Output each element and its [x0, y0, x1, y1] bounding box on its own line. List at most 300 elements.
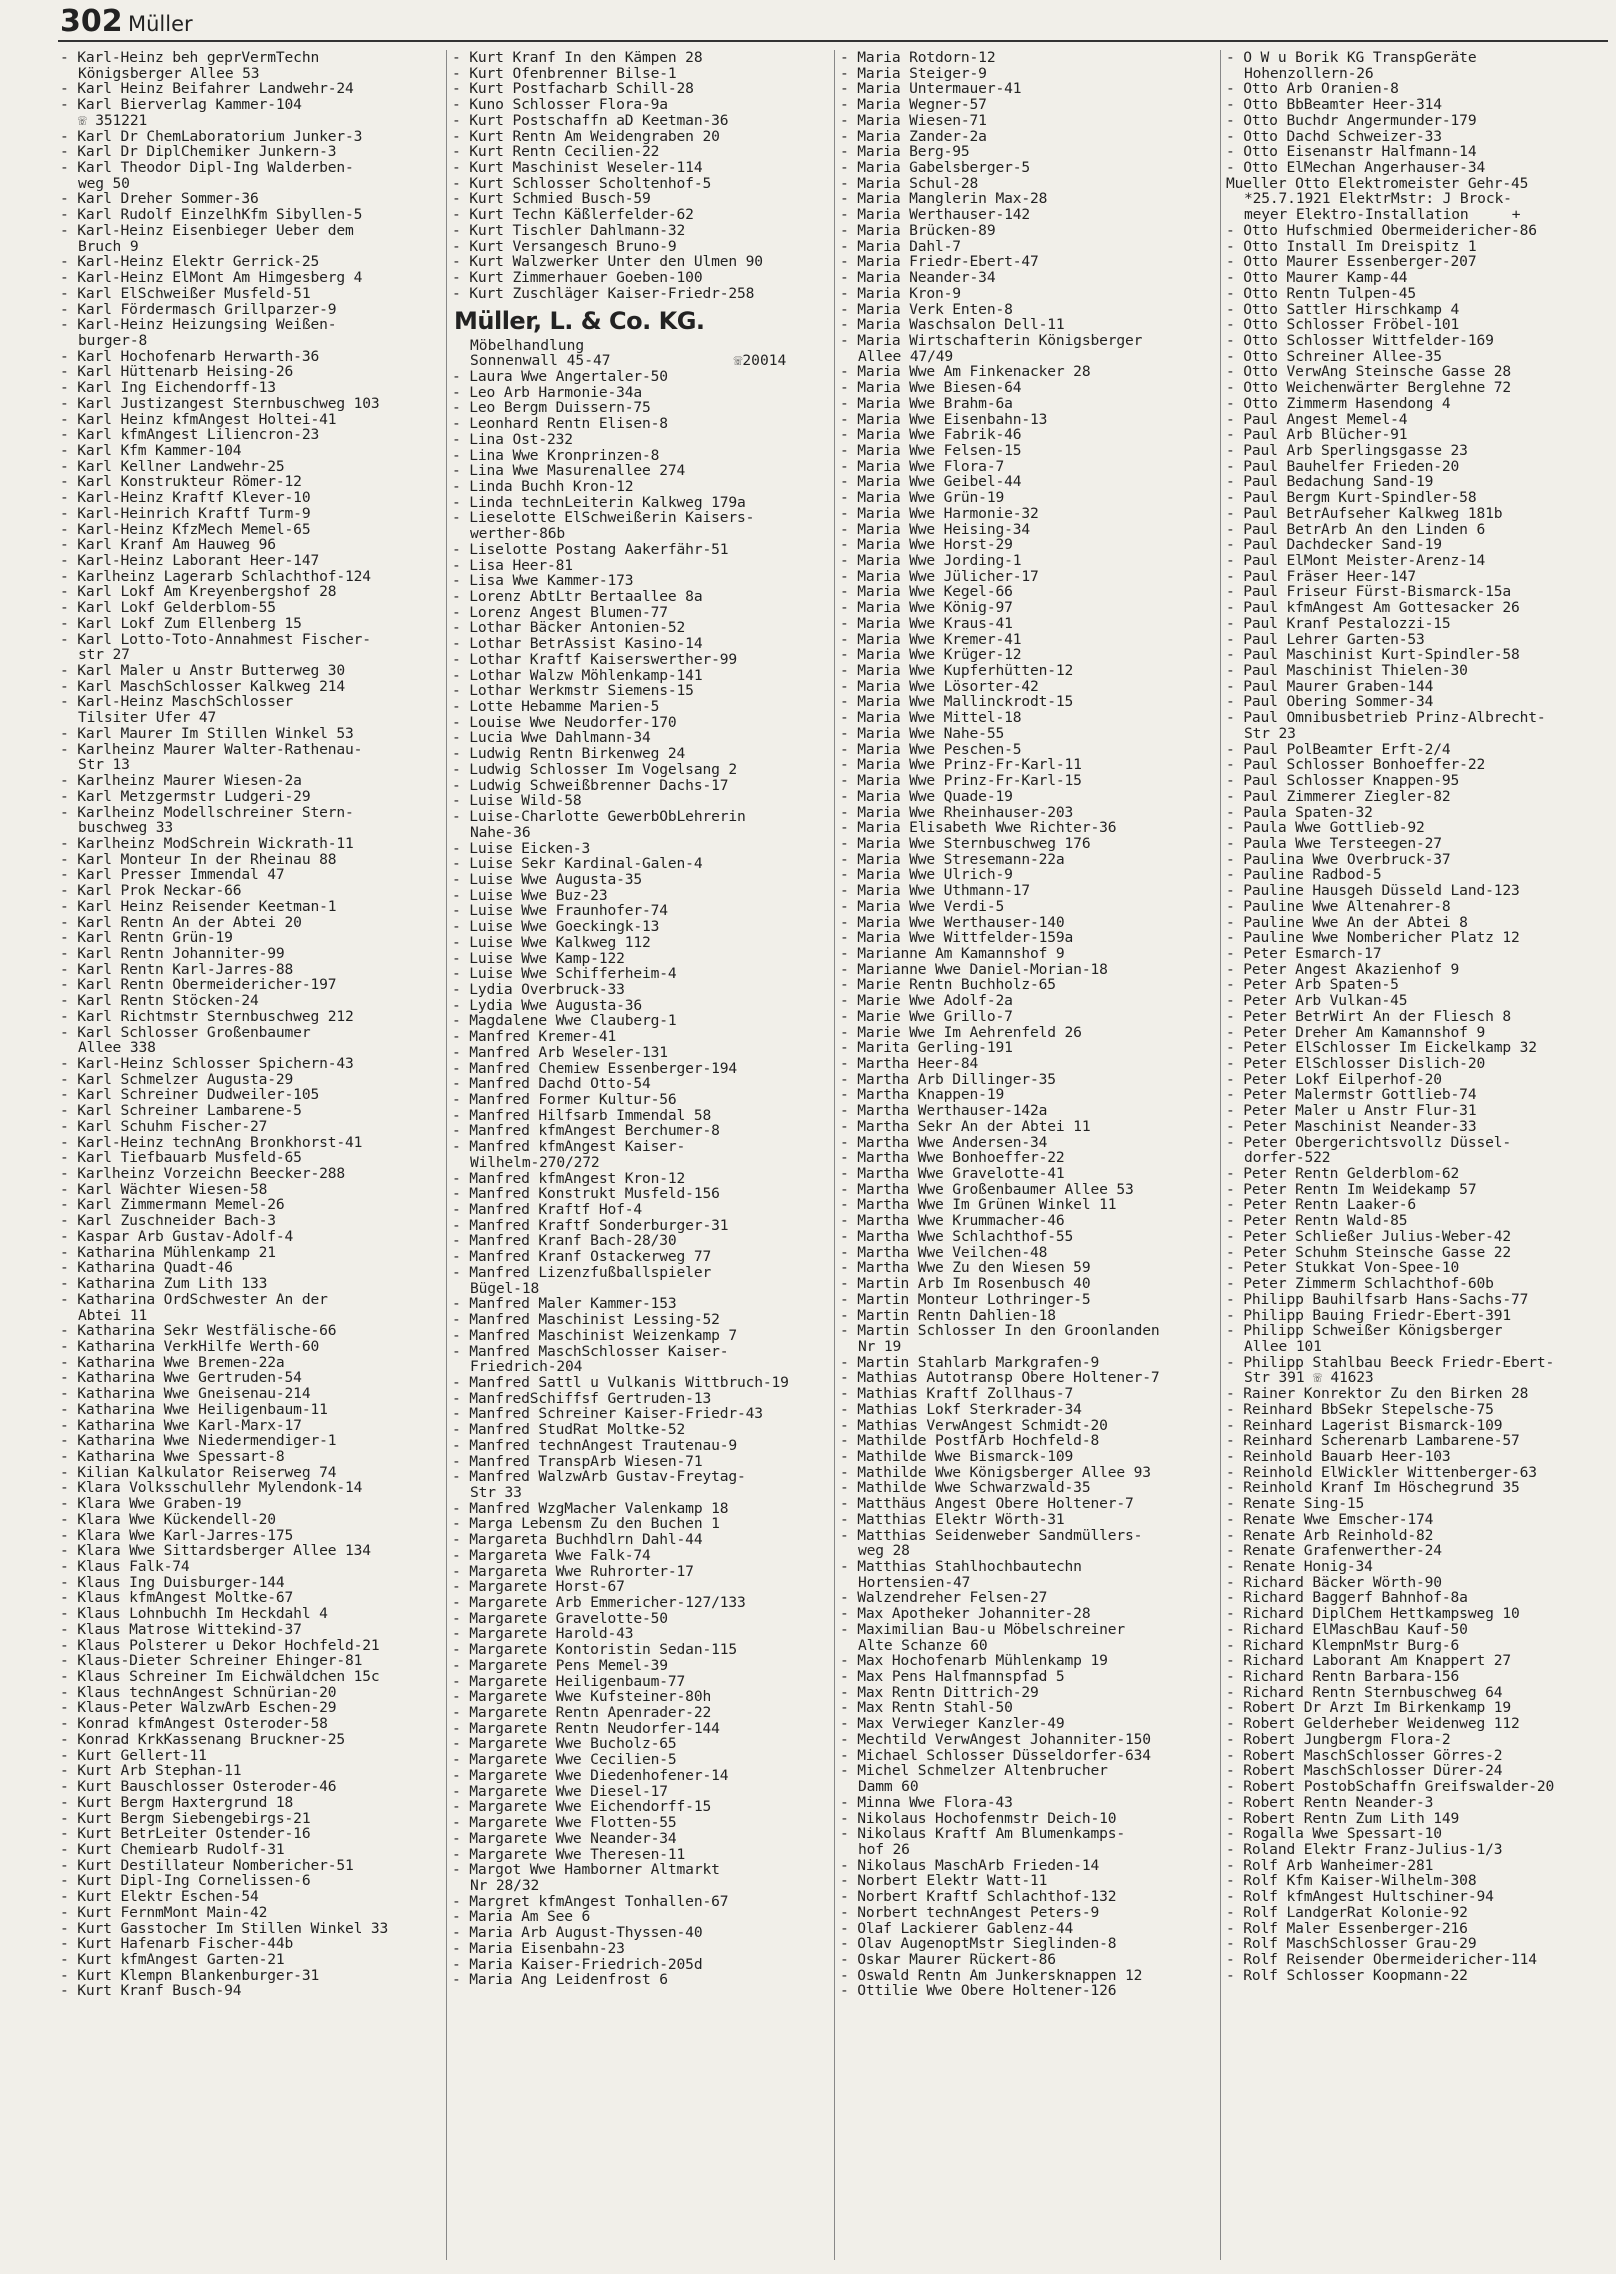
directory-entry: - Martha Arb Dillinger-35	[840, 1070, 1056, 1088]
directory-entry: - Maria Wwe Sternbuschweg 176	[840, 834, 1091, 852]
directory-entry: - Karl Rentn An der Abtei 20	[60, 913, 302, 931]
directory-entry: - Maria Am See 6	[452, 1908, 591, 1926]
directory-entry: - Paul BetrArb An den Linden 6	[1226, 520, 1486, 538]
directory-entry: - Maria Arb August-Thyssen-40	[452, 1924, 703, 1942]
directory-entry: - Robert Rentn Neander-3	[1226, 1793, 1434, 1811]
directory-entry: - Margarete Pens Memel-39	[452, 1656, 668, 1674]
entry-continuation: weg 28	[858, 1542, 910, 1560]
entry-continuation: ☏ 351221	[78, 111, 148, 129]
entry-continuation: Hortensien-47	[858, 1573, 971, 1591]
directory-entry: - Karl Rentn Obermeidericher-197	[60, 976, 337, 994]
directory-entry: - Paul Bedachung Sand-19	[1226, 473, 1434, 491]
entry-continuation: str 27	[78, 646, 130, 664]
directory-entry: - Paula Wwe Gottlieb-92	[1226, 819, 1425, 837]
entry-continuation: burger-8	[78, 331, 148, 349]
directory-entry: - Ludwig Schweißbrenner Dachs-17	[452, 776, 729, 794]
directory-entry: - Mathias VerwAngest Schmidt-20	[840, 1416, 1108, 1434]
directory-entry: - Maria Wwe Jording-1	[840, 552, 1022, 569]
directory-entry: - Karl Tiefbauarb Musfeld-65	[60, 1149, 302, 1167]
directory-entry: - Kilian Kalkulator Reiserweg 74	[60, 1463, 337, 1481]
directory-entry: - Karl Lokf Gelderblom-55	[60, 599, 276, 617]
directory-entry: - Karl Dr DiplChemiker Junkern-3	[60, 143, 337, 161]
directory-entry: - Martha Wwe Veilchen-48	[840, 1243, 1048, 1261]
directory-entry: - Margarete Wwe Eichendorff-15	[452, 1798, 712, 1816]
directory-entry: - Kurt FernmMont Main-42	[60, 1903, 268, 1921]
directory-entry: - Margarete Wwe Theresen-11	[452, 1845, 686, 1863]
directory-entry: - Margarete Gravelotte-50	[452, 1609, 668, 1627]
directory-entry: - Matthias Stahlhochbautechn	[840, 1558, 1082, 1575]
directory-entry: - Rolf LandgerRat Kolonie-92	[1226, 1903, 1468, 1921]
directory-entry: - Maria Wwe Mallinckrodt-15	[840, 693, 1074, 711]
directory-entry: - Margret kfmAngest Tonhallen-67	[452, 1892, 729, 1910]
directory-entry: - Lothar Walzw Möhlenkamp-141	[452, 666, 703, 684]
directory-entry: - Rolf Kfm Kaiser-Wilhelm-308	[1226, 1872, 1477, 1890]
directory-entry: - Matthias Seidenweber Sandmüllers-	[840, 1526, 1143, 1544]
directory-entry: - Karl-Heinz technAng Bronkhorst-41	[60, 1133, 363, 1151]
directory-entry: - Robert Jungbergm Flora-2	[1226, 1730, 1451, 1748]
entry-continuation: Abtei 11	[78, 1306, 148, 1324]
directory-entry: - Maria Wwe Verdi-5	[840, 897, 1005, 915]
company-line-2: Sonnenwall 45-47 ☏20014	[470, 352, 787, 370]
directory-entry: - Oskar Maurer Rückert-86	[840, 1950, 1056, 1968]
directory-entry: - Olaf Lackierer Gablenz-44	[840, 1919, 1074, 1937]
directory-entry: - Maria Wwe Flora-7	[840, 457, 1005, 475]
directory-entry: - Maria Wwe Krüger-12	[840, 646, 1022, 664]
directory-entry: - Kurt Walzwerker Unter den Ulmen 90	[452, 253, 763, 271]
directory-entry: - Paul Arb Blücher-91	[1226, 426, 1408, 444]
directory-entry: - Kurt Tischler Dahlmann-32	[452, 221, 686, 239]
directory-entry: - Marita Gerling-191	[840, 1039, 1013, 1057]
directory-entry: - Maria Gabelsberger-5	[840, 159, 1030, 177]
directory-entry: - Margarete Wwe Neander-34	[452, 1829, 677, 1847]
directory-entry: - Karl Zimmermann Memel-26	[60, 1196, 285, 1214]
directory-entry: - Margarete Horst-67	[452, 1578, 625, 1596]
directory-entry: - Reinhold Kranf Im Höschegrund 35	[1226, 1479, 1520, 1497]
directory-entry: - Margarete Wwe Flotten-55	[452, 1814, 677, 1832]
directory-entry: - Manfred StudRat Moltke-52	[452, 1421, 686, 1439]
entry-continuation: Str 33	[470, 1483, 522, 1501]
directory-entry: - Leo Arb Harmonie-34a	[452, 383, 642, 401]
directory-entry: - Paula Wwe Tersteegen-27	[1226, 834, 1442, 852]
directory-entry: - Max Rentn Stahl-50	[840, 1699, 1013, 1717]
directory-entry: - Rolf kfmAngest Hultschiner-94	[1226, 1888, 1494, 1906]
directory-entry: - Matthäus Angest Obere Holtener-7	[840, 1495, 1134, 1513]
directory-entry: - Karl Presser Immendal 47	[60, 866, 285, 884]
directory-entry: - Karl Monteur In der Rheinau 88	[60, 850, 337, 868]
directory-entry: - Robert Dr Arzt Im Birkenkamp 19	[1226, 1699, 1511, 1717]
entry-continuation: werther-86b	[470, 525, 565, 543]
directory-entry: - Philipp Stahlbau Beeck Friedr-Ebert-	[1226, 1353, 1555, 1371]
directory-entry: - Kurt Gasstocher Im Stillen Winkel 33	[60, 1919, 389, 1937]
directory-entry: - Marie Wwe Im Aehrenfeld 26	[840, 1023, 1082, 1041]
entry-continuation: Str 13	[78, 756, 130, 774]
directory-entry: - Maria Wwe Felsen-15	[840, 441, 1022, 459]
directory-entry: - Peter Rentn Im Weidekamp 57	[1226, 1180, 1477, 1198]
directory-entry: - Katharina Wwe Karl-Marx-17	[60, 1416, 302, 1434]
entry-continuation: Allee 47/49	[858, 347, 953, 365]
directory-entry: - Maria Wegner-57	[840, 96, 987, 114]
directory-entry: - Maria Wwe Jülicher-17	[840, 567, 1039, 585]
directory-entry: - Maria Wwe Rheinhauser-203	[840, 803, 1074, 821]
directory-entry: - Karl Schreiner Lambarene-5	[60, 1102, 302, 1120]
directory-entry: - Manfred Kraftf Sonderburger-31	[452, 1216, 729, 1234]
directory-entry: - Manfred Dachd Otto-54	[452, 1075, 651, 1093]
directory-entry: - Mathilde Wwe Königsberger Allee 93	[840, 1463, 1151, 1481]
directory-entry: - Karl ElSchweißer Musfeld-51	[60, 284, 311, 302]
entry-continuation: Str 391 ☏ 41623	[1244, 1369, 1374, 1387]
directory-entry: - Martin Monteur Lothringer-5	[840, 1290, 1091, 1308]
directory-entry: - Karl Hüttenarb Heising-26	[60, 363, 294, 381]
directory-entry: - Konrad KrkKassenang Bruckner-25	[60, 1730, 345, 1748]
directory-entry: - Luise Wwe Augusta-35	[452, 870, 642, 888]
directory-entry: - Lina Ost-232	[452, 430, 573, 448]
directory-entry: - Maria Wwe Nahe-55	[840, 724, 1005, 742]
directory-entry: - Margarete Heiligenbaum-77	[452, 1672, 686, 1690]
directory-entry: - Pauline Wwe Altenahrer-8	[1226, 897, 1451, 915]
directory-entry: - Karl Zuschneider Bach-3	[60, 1212, 276, 1230]
directory-entry: - Peter Rentn Laaker-6	[1226, 1196, 1416, 1214]
directory-entry: - Lieselotte ElSchweißerin Kaisers-	[452, 509, 755, 527]
directory-entry: - Maria Waschsalon Dell-11	[840, 316, 1065, 334]
directory-entry: - Klaus Schreiner Im Eichwäldchen 15c	[60, 1668, 380, 1686]
directory-entry: - Margarete Arb Emmericher-127/133	[452, 1594, 746, 1611]
directory-entry: - Peter Rentn Gelderblom-62	[1226, 1165, 1460, 1183]
directory-entry: - Martin Stahlarb Markgrafen-9	[840, 1353, 1100, 1371]
entry-continuation: Str 23	[1244, 724, 1296, 742]
directory-entry: - Karl Heinz kfmAngest Holtei-41	[60, 410, 337, 428]
directory-entry: - Mathias Lokf Sterkrader-34	[840, 1400, 1082, 1418]
directory-entry: - Maria Ang Leidenfrost 6	[452, 1971, 668, 1989]
directory-entry: - Katharina Zum Lith 133	[60, 1275, 268, 1293]
entry-continuation: Nr 28/32	[470, 1876, 540, 1894]
directory-entry: - Renate Sing-15	[1226, 1495, 1365, 1513]
directory-entry: - Katharina Wwe Bremen-22a	[60, 1353, 285, 1371]
directory-entry: - Klaus Matrose Wittekind-37	[60, 1620, 302, 1638]
directory-entry: - Manfred Maler Kammer-153	[452, 1295, 677, 1313]
directory-entry: - Karl kfmAngest Liliencron-23	[60, 426, 320, 444]
directory-entry: - Paul ElMont Meister-Arenz-14	[1226, 552, 1486, 569]
directory-entry: - Walzendreher Felsen-27	[840, 1589, 1048, 1607]
directory-entry: - Maria Manglerin Max-28	[840, 190, 1048, 208]
directory-entry: - Karl Schuhm Fischer-27	[60, 1117, 268, 1135]
directory-entry: - Maria Wwe Am Finkenacker 28	[840, 363, 1091, 381]
directory-entry: - Norbert technAngest Peters-9	[840, 1903, 1100, 1921]
directory-entry: - Oswald Rentn Am Junkersknappen 12	[840, 1966, 1143, 1984]
directory-entry: - Martha Wwe Gravelotte-41	[840, 1165, 1065, 1183]
directory-entry: - Klaus Ing Duisburger-144	[60, 1573, 285, 1591]
directory-entry: - Kurt Destillateur Nombericher-51	[60, 1856, 354, 1874]
directory-entry: - Karl-Heinz MaschSchlosser	[60, 693, 294, 711]
directory-entry: - Karl-Heinz Heizungsing Weißen-	[60, 316, 337, 334]
entry-continuation: Allee 101	[1244, 1337, 1322, 1355]
directory-entry: - Rolf Schlosser Koopmann-22	[1226, 1966, 1468, 1984]
directory-entry: - Robert PostobSchaffn Greifswalder-20	[1226, 1778, 1555, 1796]
directory-entry: - Margarete Rentn Neudorfer-144	[452, 1719, 720, 1737]
directory-entry: - Robert MaschSchlosser Dürer-24	[1226, 1762, 1503, 1780]
directory-entry: - Margarete Wwe Kufsteiner-80h	[452, 1688, 712, 1706]
directory-entry: - Max Hochofenarb Mühlenkamp 19	[840, 1652, 1108, 1670]
directory-entry: - Richard Bäcker Wörth-90	[1226, 1573, 1442, 1591]
directory-entry: - ManfredSchiffsf Gertruden-13	[452, 1389, 712, 1407]
directory-entry: - Martha Werthauser-142a	[840, 1102, 1048, 1120]
directory-entry: - Peter Rentn Wald-85	[1226, 1212, 1408, 1230]
directory-entry: - Kurt Kranf In den Kämpen 28	[452, 50, 703, 66]
directory-entry: - Lisa Heer-81	[452, 556, 573, 574]
directory-entry: - Lothar Bäcker Antonien-52	[452, 619, 686, 637]
directory-entry: - Maria Kron-9	[840, 284, 961, 302]
directory-entry: - Luise Eicken-3	[452, 839, 591, 857]
directory-entry: - Klaus-Dieter Schreiner Ehinger-81	[60, 1652, 363, 1670]
directory-entry: - Richard Rentn Barbara-156	[1226, 1668, 1460, 1686]
directory-entry: - Peter Malermstr Gottlieb-74	[1226, 1086, 1477, 1104]
company-line-1: Möbelhandlung	[470, 336, 585, 354]
entry-continuation: Bügel-18	[470, 1279, 540, 1297]
directory-entry: - Maria Verk Enten-8	[840, 300, 1013, 318]
directory-entry: - Karl-Heinz beh geprVermTechn	[60, 50, 320, 66]
directory-entry: - Marianne Wwe Daniel-Morian-18	[840, 960, 1108, 978]
directory-entry: - Maria Wwe Fabrik-46	[840, 426, 1022, 444]
directory-entry: - Pauline Hausgeh Düsseld Land-123	[1226, 882, 1520, 900]
directory-entry: - Manfred Maschinist Weizenkamp 7	[452, 1326, 737, 1344]
directory-entry: - Kurt Hafenarb Fischer-44b	[60, 1935, 294, 1953]
directory-entry: - Karl Justizangest Sternbuschweg 103	[60, 394, 380, 412]
directory-entry: - Peter Arb Spaten-5	[1226, 976, 1399, 994]
directory-entry: - Otto Hufschmied Obermeidericher-86	[1226, 221, 1537, 239]
directory-entry: - Martha Wwe Großenbaumer Allee 53	[840, 1180, 1134, 1198]
directory-entry: - Rolf Maler Essenberger-216	[1226, 1919, 1468, 1937]
directory-entry: - Maria Steiger-9	[840, 64, 987, 82]
directory-entry: - Reinhard Lagerist Bismarck-109	[1226, 1416, 1503, 1434]
directory-entry: - Maria Wwe Grün-19	[840, 489, 1005, 507]
directory-entry: - Katharina Sekr Westfälische-66	[60, 1322, 337, 1340]
directory-entry: - Marga Lebensm Zu den Buchen 1	[452, 1515, 720, 1533]
entry-continuation: Friedrich-204	[470, 1358, 583, 1376]
directory-entry: - Liselotte Postang Aakerfähr-51	[452, 540, 729, 558]
directory-entry: - Margarete Wwe Diesel-17	[452, 1782, 668, 1800]
directory-entry: - Karl Dreher Sommer-36	[60, 190, 259, 208]
directory-entry: - Luise-Charlotte GewerbObLehrerin	[452, 808, 746, 826]
directory-entry: - Richard Rentn Sternbuschweg 64	[1226, 1683, 1503, 1701]
directory-entry: - Margarete Harold-43	[452, 1625, 634, 1643]
directory-entry: - Manfred Kraftf Hof-4	[452, 1201, 642, 1219]
directory-entry: - Lothar Kraftf Kaiserswerther-99	[452, 650, 737, 668]
directory-entry: - Manfred Sattl u Vulkanis Wittbruch-19	[452, 1373, 789, 1391]
directory-entry: - Richard ElMaschBau Kauf-50	[1226, 1620, 1468, 1638]
directory-entry: - Otto VerwAng Steinsche Gasse 28	[1226, 363, 1511, 381]
entry-continuation: Hohenzollern-26	[1244, 64, 1374, 82]
directory-entry: - Margarete Wwe Diedenhofener-14	[452, 1766, 729, 1784]
directory-entry: - Karl Heinz Beifahrer Landwehr-24	[60, 80, 354, 98]
directory-entry: - Peter ElSchlosser Im Eickelkamp 32	[1226, 1039, 1537, 1057]
directory-entry: Mueller Otto Elektromeister Gehr-45	[1226, 174, 1529, 192]
directory-entry: - Karl Schmelzer Augusta-29	[60, 1070, 294, 1088]
directory-entry: - Renate Honig-34	[1226, 1558, 1373, 1575]
directory-entry: - Kurt Maschinist Weseler-114	[452, 159, 703, 177]
directory-entry: - Karl-Heinz Kraftf Klever-10	[60, 489, 311, 507]
directory-entry: - Karl-Heinrich Kraftf Turm-9	[60, 504, 311, 522]
page-header	[58, 6, 1608, 42]
directory-entry: - Kurt Zimmerhauer Goeben-100	[452, 269, 703, 287]
directory-entry: - Karl Dr ChemLaboratorium Junker-3	[60, 127, 363, 145]
directory-entry: - Karlheinz Vorzeichn Beecker-288	[60, 1165, 345, 1183]
directory-entry: - Manfred kfmAngest Berchumer-8	[452, 1122, 720, 1140]
directory-entry: - Manfred Former Kultur-56	[452, 1091, 677, 1108]
directory-entry: - Manfred Chemiew Essenberger-194	[452, 1059, 737, 1077]
entry-continuation: weg 50	[78, 174, 130, 192]
entry-continuation: Nr 19	[858, 1337, 902, 1355]
directory-entry: - Katharina Wwe Spessart-8	[60, 1447, 285, 1465]
directory-entry: - Kurt BetrLeiter Ostender-16	[60, 1825, 311, 1843]
directory-entry: - Katharina OrdSchwester An der	[60, 1290, 328, 1308]
directory-entry: - Renate Arb Reinhold-82	[1226, 1526, 1434, 1544]
directory-entry: - Otto ElMechan Angerhauser-34	[1226, 159, 1486, 177]
directory-entry: - Otto Schlosser Wittfelder-169	[1226, 331, 1494, 349]
directory-entry: - Maria Wwe Ulrich-9	[840, 866, 1013, 884]
directory-entry: - Paul Fräser Heer-147	[1226, 567, 1416, 585]
directory-entry: - Manfred technAngest Trautenau-9	[452, 1436, 737, 1454]
directory-entry: - Marie Wwe Adolf-2a	[840, 992, 1013, 1010]
directory-entry: - Margarete Rentn Apenrader-22	[452, 1704, 712, 1722]
column-2	[452, 50, 836, 2260]
directory-entry: - Norbert Elektr Watt-11	[840, 1872, 1048, 1890]
directory-entry: - Kurt Postfacharb Schill-28	[452, 80, 694, 98]
directory-entry: - Martha Wwe Im Grünen Winkel 11	[840, 1196, 1117, 1214]
directory-entry: - Katharina Wwe Niedermendiger-1	[60, 1432, 337, 1450]
directory-entry: - Roland Elektr Franz-Julius-1/3	[1226, 1840, 1503, 1858]
directory-entry: - Manfred Lizenzfußballspieler	[452, 1263, 712, 1281]
entry-continuation: Königsberger Allee 53	[78, 64, 260, 82]
directory-entry: - Ottilie Wwe Obere Holtener-126	[840, 1982, 1117, 2000]
entry-continuation: *25.7.1921 ElektrMstr: J Brock-	[1244, 190, 1512, 208]
directory-entry: - Otto Rentn Tulpen-45	[1226, 284, 1416, 302]
directory-entry: - Kurt Rentn Am Weidengraben 20	[452, 127, 720, 145]
directory-entry: - Margareta Buchhdlrn Dahl-44	[452, 1531, 703, 1549]
directory-entry: - Maria Elisabeth Wwe Richter-36	[840, 819, 1117, 837]
directory-entry: - Paul Lehrer Garten-53	[1226, 630, 1425, 648]
directory-entry: - Manfred WzgMacher Valenkamp 18	[452, 1499, 729, 1517]
entry-continuation: meyer Elektro-Installation +	[1244, 206, 1521, 224]
directory-entry: - Klaus Falk-74	[60, 1558, 190, 1575]
directory-entry: - Maria Wwe Geibel-44	[840, 473, 1022, 491]
directory-entry: - Katharina Wwe Heiligenbaum-11	[60, 1400, 328, 1418]
directory-entry: - Nikolaus MaschArb Frieden-14	[840, 1856, 1100, 1874]
directory-entry: - Otto Dachd Schweizer-33	[1226, 127, 1442, 145]
directory-entry: - Maria Wwe Wittfelder-159a	[840, 929, 1074, 947]
directory-entry: - Maria Wwe Brahm-6a	[840, 394, 1013, 412]
directory-entry: - Robert Gelderheber Weidenweg 112	[1226, 1715, 1520, 1733]
directory-entry: - Manfred Hilfsarb Immendal 58	[452, 1106, 712, 1124]
directory-entry: - Karl Theodor Dipl-Ing Walderben-	[60, 159, 354, 177]
directory-entry: - Maria Brücken-89	[840, 221, 996, 239]
directory-entry: - Peter Angest Akazienhof 9	[1226, 960, 1460, 978]
column-1	[60, 50, 444, 2260]
directory-entry: - Kurt Dipl-Ing Cornelissen-6	[60, 1872, 311, 1890]
entry-continuation: Alte Schanze 60	[858, 1636, 988, 1654]
directory-entry: - Otto Maurer Kamp-44	[1226, 269, 1408, 287]
directory-entry: - Karl Rentn Johanniter-99	[60, 944, 285, 962]
directory-entry: - Klaus kfmAngest Moltke-67	[60, 1589, 294, 1607]
running-head: Müller	[128, 12, 193, 36]
directory-entry: - Mathilde Wwe Schwarzwald-35	[840, 1479, 1091, 1497]
directory-entry: - Lucia Wwe Dahlmann-34	[452, 729, 651, 747]
directory-entry: - Kurt Bauschlosser Osteroder-46	[60, 1778, 337, 1796]
directory-entry: - Konrad kfmAngest Osteroder-58	[60, 1715, 328, 1733]
directory-entry: - Kurt Bergm Siebengebirgs-21	[60, 1809, 311, 1827]
directory-entry: - Kurt Bergm Haxtergrund 18	[60, 1793, 294, 1811]
directory-entry: - Karlheinz Maurer Walter-Rathenau-	[60, 740, 363, 758]
directory-entry: - Paul Maschinist Thielen-30	[1226, 662, 1468, 680]
directory-entry: - Kurt Arb Stephan-11	[60, 1762, 242, 1780]
directory-entry: - Martha Wwe Zu den Wiesen 59	[840, 1259, 1091, 1277]
directory-entry: - Margareta Wwe Ruhrorter-17	[452, 1562, 694, 1580]
directory-entry: - Karlheinz ModSchrein Wickrath-11	[60, 834, 354, 852]
directory-entry: - Otto Schreiner Allee-35	[1226, 347, 1442, 365]
directory-entry: - Katharina Wwe Gneisenau-214	[60, 1385, 311, 1403]
directory-entry: - Reinhard Scherenarb Lambarene-57	[1226, 1432, 1520, 1450]
directory-entry: - Martin Schlosser In den Groonlanden	[840, 1322, 1160, 1340]
directory-entry: - Paulina Wwe Overbruck-37	[1226, 850, 1451, 868]
directory-entry: - Marianne Am Kamannshof 9	[840, 944, 1065, 962]
directory-entry: - Lorenz Angest Blumen-77	[452, 603, 668, 621]
directory-entry: - Lotte Hebamme Marien-5	[452, 698, 660, 716]
directory-entry: - Maria Wwe Kegel-66	[840, 583, 1013, 601]
directory-entry: - Peter Schuhm Steinsche Gasse 22	[1226, 1243, 1511, 1261]
directory-entry: - Maria Wwe Lösorter-42	[840, 677, 1039, 695]
directory-entry: - Maria Schul-28	[840, 174, 979, 192]
directory-entry: - Magdalene Wwe Clauberg-1	[452, 1012, 677, 1030]
directory-entry: - Kurt Versangesch Bruno-9	[452, 237, 677, 255]
directory-entry: - Kaspar Arb Gustav-Adolf-4	[60, 1227, 294, 1245]
directory-entry: - Nikolaus Kraftf Am Blumenkamps-	[840, 1825, 1125, 1843]
directory-entry: - Mathias Autotransp Obere Holtener-7	[840, 1369, 1160, 1387]
directory-entry: - Martha Wwe Bonhoeffer-22	[840, 1149, 1065, 1167]
entry-continuation: Damm 60	[858, 1778, 919, 1796]
directory-entry: - Kurt Elektr Eschen-54	[60, 1888, 259, 1906]
directory-entry: - Manfred Kranf Ostackerweg 77	[452, 1248, 712, 1266]
directory-entry: - Karl Konstrukteur Römer-12	[60, 473, 302, 491]
directory-entry: - Klara Wwe Graben-19	[60, 1495, 242, 1513]
directory-entry: - Luise Wwe Kamp-122	[452, 949, 625, 967]
directory-entry: - Pauline Radbod-5	[1226, 866, 1382, 884]
directory-entry: - Nikolaus Hochofenmstr Deich-10	[840, 1809, 1117, 1827]
directory-entry: - Lina Wwe Kronprinzen-8	[452, 446, 660, 464]
directory-entry: - Maria Wwe Biesen-64	[840, 379, 1022, 397]
directory-entry: - Martha Wwe Krummacher-46	[840, 1212, 1065, 1230]
directory-entry: - Karl Fördermasch Grillparzer-9	[60, 300, 337, 318]
directory-entry: - Leonhard Rentn Elisen-8	[452, 415, 668, 433]
directory-entry: - Kuno Schlosser Flora-9a	[452, 96, 668, 114]
directory-entry: - Linda Buchh Kron-12	[452, 477, 634, 495]
directory-entry: - Karl Lotto-Toto-Annahmest Fischer-	[60, 630, 371, 648]
directory-entry: - Paul Maurer Graben-144	[1226, 677, 1434, 695]
directory-entry: - Otto Sattler Hirschkamp 4	[1226, 300, 1460, 318]
directory-entry: - Maria Zander-2a	[840, 127, 987, 145]
directory-entry: - Kurt Techn Käßlerfelder-62	[452, 206, 694, 224]
entry-continuation: buschweg 33	[78, 819, 173, 837]
directory-entry: - Kurt Klempn Blankenburger-31	[60, 1966, 320, 1984]
directory-entry: - Klaus technAngest Schnürian-20	[60, 1683, 337, 1701]
directory-entry: - Paul BetrAufseher Kalkweg 181b	[1226, 504, 1503, 522]
directory-entry: - Maria Wwe Mittel-18	[840, 709, 1022, 727]
directory-entry: - Kurt Kranf Busch-94	[60, 1982, 242, 2000]
directory-entry: - Karl Kellner Landwehr-25	[60, 457, 285, 475]
directory-entry: - Ludwig Schlosser Im Vogelsang 2	[452, 760, 737, 778]
directory-entry: - Richard Baggerf Bahnhof-8a	[1226, 1589, 1468, 1607]
directory-entry: - Manfred Kranf Bach-28/30	[452, 1232, 677, 1250]
directory-entry: - Richard Laborant Am Knappert 27	[1226, 1652, 1511, 1670]
directory-entry: - Otto Weichenwärter Berglehne 72	[1226, 379, 1511, 397]
directory-entry: - Manfred TranspArb Wiesen-71	[452, 1452, 703, 1470]
